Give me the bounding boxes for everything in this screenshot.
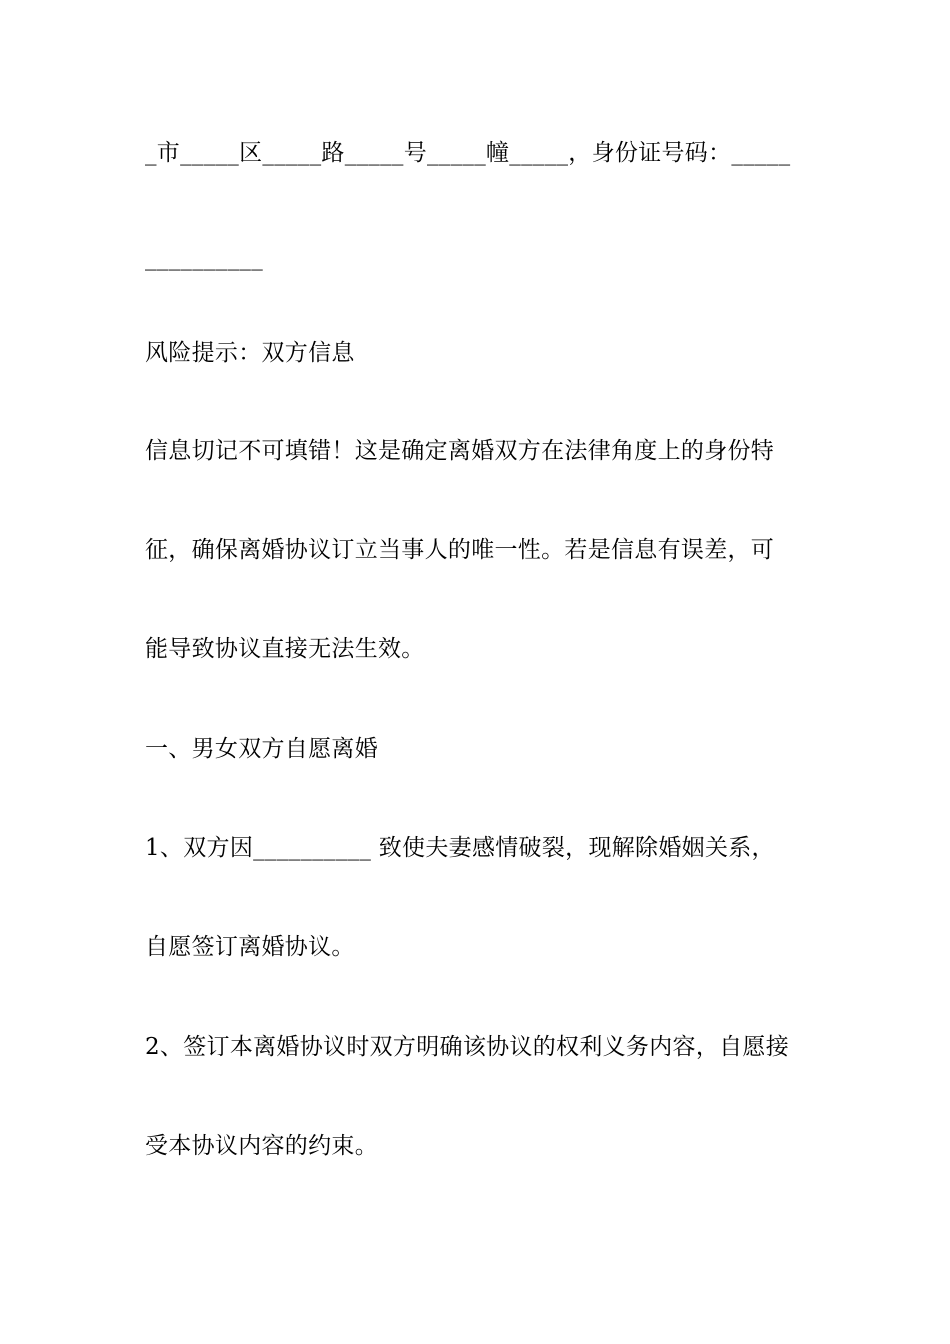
paragraph-line: 征，确保离婚协议订立当事人的唯一性。若是信息有误差，可 [145, 537, 775, 563]
clause-1-line: 1、双方因__________ 致使夫妻感情破裂，现解除婚姻关系， [145, 835, 775, 861]
clause-2-line: 2、签订本离婚协议时双方明确该协议的权利义务内容，自愿接 [145, 1034, 790, 1060]
paragraph-line: 信息切记不可填错！这是确定离婚双方在法律角度上的身份特 [145, 438, 775, 464]
risk-notice-heading: 风险提示：双方信息 [145, 340, 355, 366]
id-number-blank-line: __________ [145, 245, 263, 271]
clause-2-line: 受本协议内容的约束。 [145, 1133, 378, 1159]
clause-1-line: 自愿签订离婚协议。 [145, 934, 355, 960]
section-heading: 一、男女双方自愿离婚 [145, 736, 378, 762]
paragraph-line: 能导致协议直接无法生效。 [145, 636, 425, 662]
address-id-line: _市_____区_____路_____号_____幢_____，身份证号码：_____ [145, 140, 791, 166]
